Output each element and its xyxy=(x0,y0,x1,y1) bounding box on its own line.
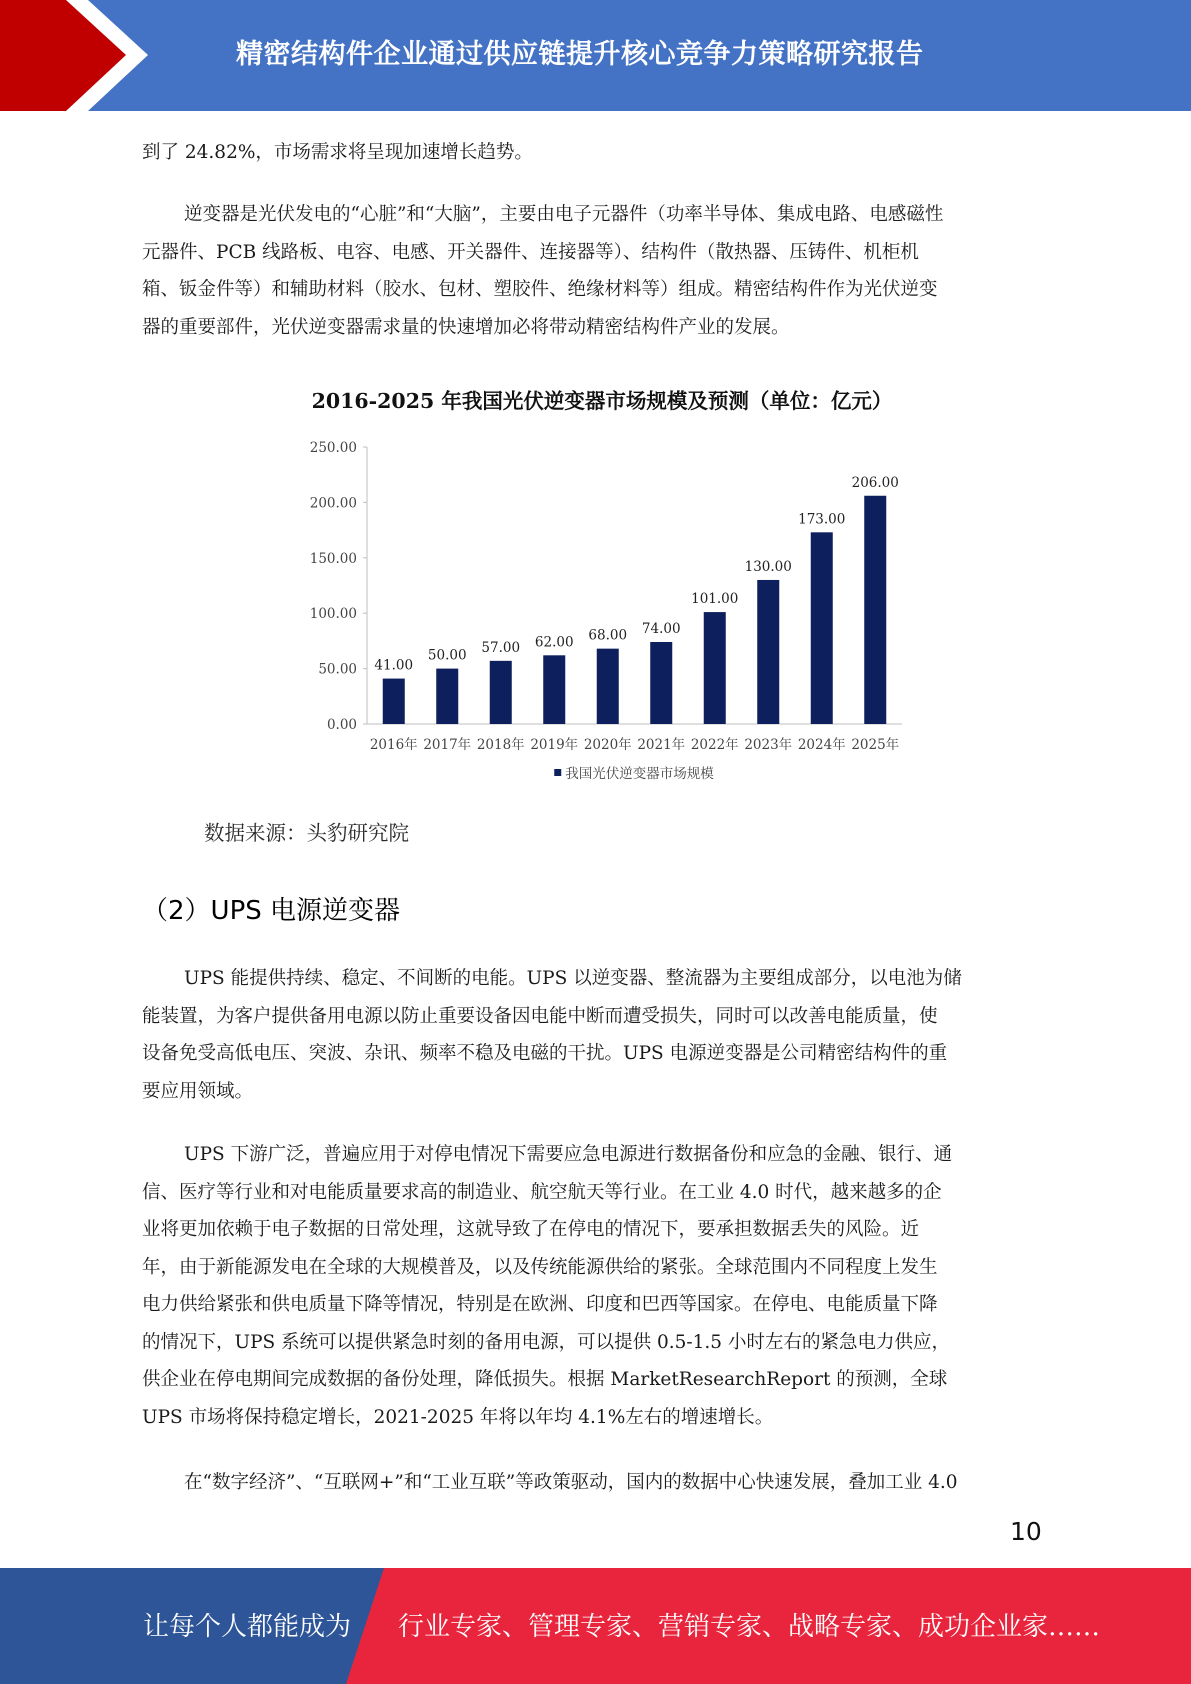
bar xyxy=(597,649,619,724)
text-line: 逆变器是光伏发电的“心脏”和“大脑”，主要由电子元器件（功率半导体、集成电路、电感磁性 xyxy=(184,204,944,225)
x-tick-label: 2016年 xyxy=(369,737,418,753)
bar xyxy=(757,580,779,724)
x-tick-label: 2023年 xyxy=(744,737,793,753)
text-line: 元器件、PCB 线路板、电容、电感、开关器件、连接器等）、结构件（散热器、压铸件、机柜机 xyxy=(142,241,919,263)
y-tick-label: 100.00 xyxy=(309,606,357,623)
section-heading: （2）UPS 电源逆变器 xyxy=(142,896,401,926)
data-label: 206.00 xyxy=(851,474,899,491)
paragraph-inverter xyxy=(142,196,1050,346)
x-tick-label: 2025年 xyxy=(851,737,900,753)
y-tick-label: 50.00 xyxy=(318,661,357,678)
page-number: 10 xyxy=(1010,1517,1042,1546)
text-line: 能装置，为客户提供备用电源以防止重要设备因电能中断而遭受损失，同时可以改善电能质量，使 xyxy=(142,1005,938,1027)
bar xyxy=(543,655,565,724)
chart-title: 2016-2025 年我国光伏逆变器市场规模及预测（单位：亿元） xyxy=(311,389,893,413)
x-tick-label: 2017年 xyxy=(423,737,472,753)
text-line: 在“数字经济”、“互联网+”和“工业互联”等政策驱动，国内的数据中心快速发展，叠加工业 4.0 xyxy=(184,1472,958,1493)
data-label: 62.00 xyxy=(534,634,574,651)
report-title: 精密结构件企业通过供应链提升核心竞争力策略研究报告 xyxy=(236,39,924,70)
legend-label: 我国光伏逆变器市场规模 xyxy=(565,766,714,782)
bar xyxy=(490,661,512,724)
paragraph-ups-market xyxy=(142,1136,1050,1436)
text-line: 业将更加依赖于电子数据的日常处理，这就导致了在停电的情况下，要承担数据丢失的风险。近 xyxy=(142,1219,920,1240)
text-line: 信、医疗等行业和对电能质量要求高的制造业、航空航天等行业。在工业 4.0 时代，越来越多的企 xyxy=(142,1181,942,1203)
text-line: 供企业在停电期间完成数据的备份处理，降低损失。根据 MarketResearchReport 的预测，全球 xyxy=(142,1369,948,1390)
x-tick-label: 2018年 xyxy=(476,737,525,753)
text-line: UPS 下游广泛，普遍应用于对停电情况下需要应急电源进行数据备份和应急的金融、银行、通 xyxy=(184,1144,953,1165)
data-source: 数据来源：头豹研究院 xyxy=(204,821,409,845)
footer-slogan-right: 行业专家、管理专家、营销专家、战略专家、成功企业家…… xyxy=(398,1612,1101,1642)
data-label: 50.00 xyxy=(427,647,467,664)
y-tick-label: 0.00 xyxy=(326,717,357,733)
bar xyxy=(811,532,833,724)
text-line: 要应用领域。 xyxy=(142,1080,254,1102)
data-label: 130.00 xyxy=(744,558,792,575)
data-label: 74.00 xyxy=(641,621,681,638)
data-label: 68.00 xyxy=(588,627,628,644)
footer-slogan-left: 让每个人都能成为 xyxy=(143,1612,352,1642)
text-line: UPS 市场将保持稳定增长，2021-2025 年将以年均 4.1%左右的增速增长。 xyxy=(142,1406,774,1428)
bar xyxy=(436,669,458,724)
text-line: 设备免受高低电压、突波、杂讯、频率不稳及电磁的干扰。UPS 电源逆变器是公司精密结构件的重 xyxy=(142,1043,948,1064)
text-line: 电力供给紧张和供电质量下降等情况，特别是在欧洲、印度和巴西等国家。在停电、电能质量下降 xyxy=(142,1294,938,1315)
y-tick-label: 150.00 xyxy=(309,550,357,567)
chart-canvas xyxy=(292,376,912,796)
page-header xyxy=(0,0,1191,111)
paragraph-ups-intro xyxy=(142,960,1050,1110)
data-label: 173.00 xyxy=(798,511,846,528)
x-tick-label: 2022年 xyxy=(690,737,739,753)
bar xyxy=(383,679,405,724)
y-tick-label: 250.00 xyxy=(309,440,357,456)
text-line: 到了 24.82%，市场需求将呈现加速增长趋势。 xyxy=(142,142,533,163)
x-tick-label: 2021年 xyxy=(637,737,686,753)
text-line: 的情况下，UPS 系统可以提供紧急时刻的备用电源，可以提供 0.5-1.5 小时左右的紧急电力供应， xyxy=(142,1331,950,1353)
bar xyxy=(864,496,886,724)
y-tick-label: 200.00 xyxy=(309,495,357,512)
x-tick-label: 2019年 xyxy=(530,737,579,753)
text-line: 箱、钣金件等）和辅助材料（胶水、包材、塑胶件、绝缘材料等）组成。精密结构件作为光伏逆变 xyxy=(142,279,938,300)
bar xyxy=(650,642,672,724)
page-footer xyxy=(0,1568,1191,1684)
data-label: 57.00 xyxy=(481,639,521,656)
bar-chart xyxy=(292,376,912,796)
header-arrow-decoration xyxy=(0,0,160,111)
text-line: UPS 能提供持续、稳定、不间断的电能。UPS 以逆变器、整流器为主要组成部分，以电池为储 xyxy=(184,968,962,989)
x-tick-label: 2020年 xyxy=(583,737,632,753)
legend-swatch xyxy=(554,769,561,776)
text-line: 年，由于新能源发电在全球的大规模普及，以及传统能源供给的紧张。全球范围内不同程度上发生 xyxy=(142,1256,938,1278)
x-tick-label: 2024年 xyxy=(797,737,846,753)
text-line: 器的重要部件，光伏逆变器需求量的快速增加必将带动精密结构件产业的发展。 xyxy=(142,316,790,338)
data-label: 101.00 xyxy=(691,591,739,608)
paragraph-data-center xyxy=(142,1464,1050,1502)
bar xyxy=(704,612,726,724)
data-label: 41.00 xyxy=(374,657,414,674)
paragraph-intro xyxy=(142,134,1050,172)
